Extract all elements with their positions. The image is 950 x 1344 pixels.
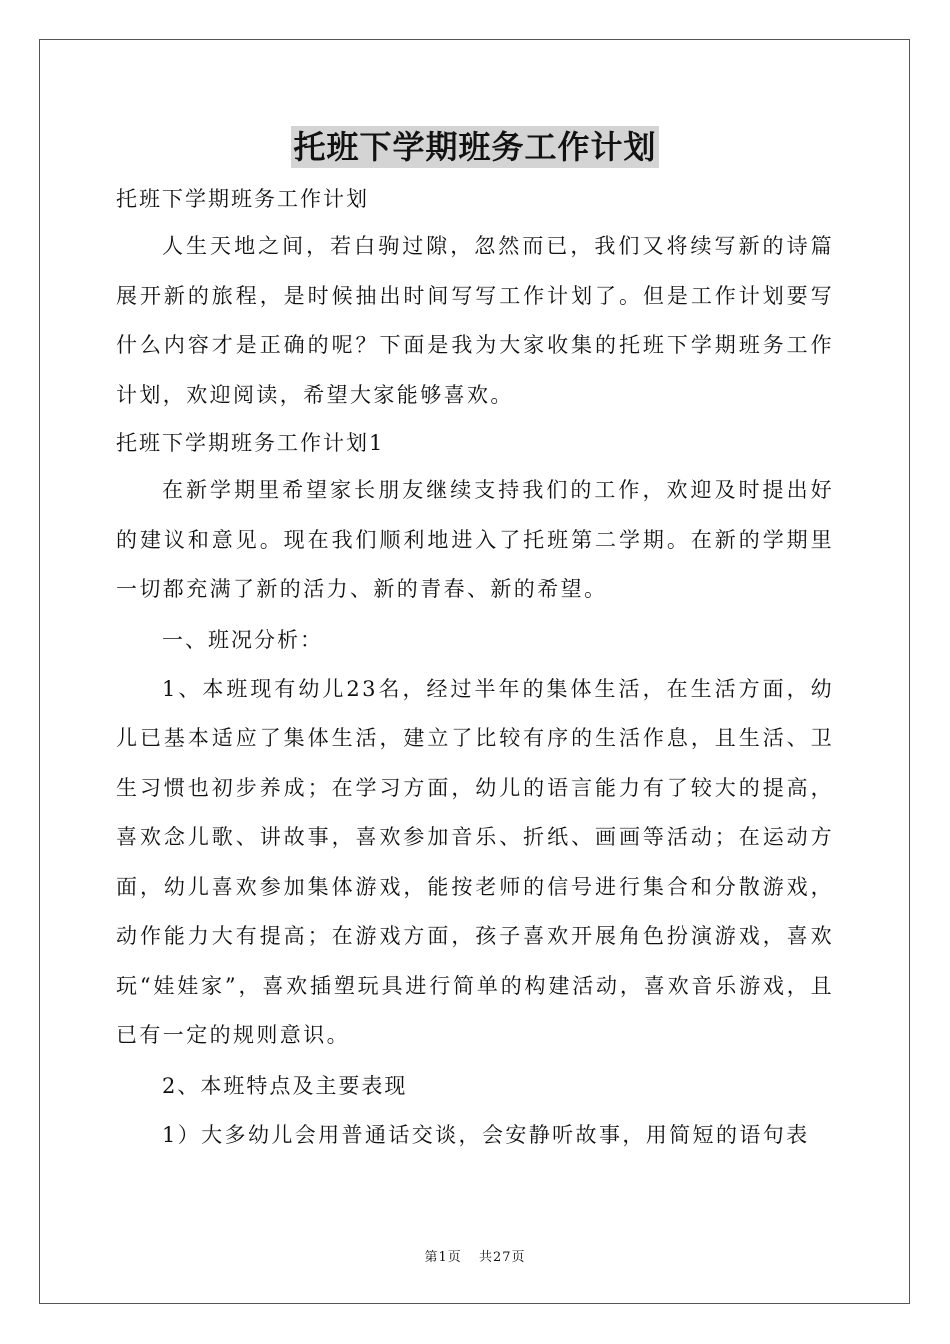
- section-title: 托班下学期班务工作计划1: [116, 431, 385, 455]
- subheading-class-analysis: 一、班况分析：: [162, 627, 323, 652]
- paragraph-3: 1）大多幼儿会用普通话交谈，会安静听故事，用简短的语句表: [162, 1122, 810, 1147]
- page-number: 第1页: [424, 1250, 462, 1265]
- intro-paragraph: 人生天地之间，若白驹过隙，忽然而已，我们又将续写新的诗篇展开新的旅程，是时候抽出时间写写工作计划了。但是工作计划要写什么内容才是正确的呢？下面是我为大家收集的托班下学期班务工作计划，欢迎阅读，希望大家能够喜欢。: [116, 234, 834, 407]
- document-body: [116, 180, 834, 1160]
- total-pages: 共27页: [478, 1250, 526, 1265]
- document-title: 托班下学期班务工作计划: [293, 128, 657, 166]
- subheading-class-features: 2、本班特点及主要表现: [162, 1073, 408, 1098]
- title-container: [0, 126, 950, 168]
- page-footer: [0, 1246, 950, 1265]
- paragraph-1: 在新学期里希望家长朋友继续支持我们的工作，欢迎及时提出好的建议和意见。现在我们顺利地进入了托班第二学期。在新的学期里一切都充满了新的活力、新的青春、新的希望。: [116, 478, 834, 601]
- paragraph-2: 1、本班现有幼儿23名，经过半年的集体生活，在生活方面，幼儿已基本适应了集体生活，建立了比较有序的生活作息，且生活、卫生习惯也初步养成；在学习方面，幼儿的语言能力有了较大的提高，喜欢念儿歌、讲故事，喜欢参加音乐、折纸、画画等活动；在运动方面，幼儿喜欢参加集体游戏，能按老师的信号进行集合和分散游戏，动作能力大有提高；在游戏方面，孩子喜欢开展角色扮演游戏，喜欢玩“娃娃家”，喜欢插塑玩具进行简单的构建活动，喜欢音乐游戏，且已有一定的规则意识。: [116, 676, 834, 1047]
- heading-line: 托班下学期班务工作计划: [116, 187, 369, 211]
